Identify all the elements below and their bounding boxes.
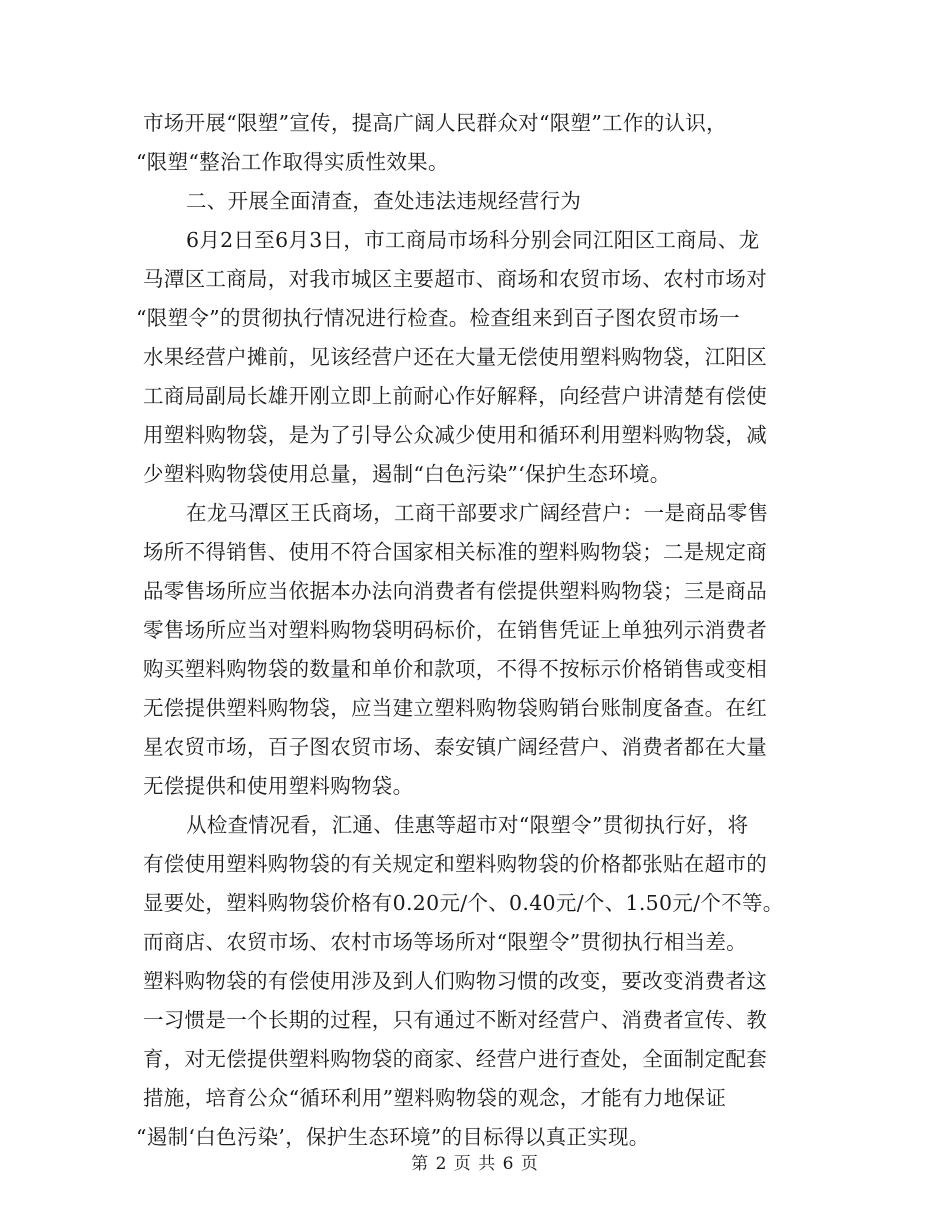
text-line: 用塑料购物袋，是为了引导公众减少使用和循环利用塑料购物袋，减 [143,423,767,447]
text-line: 育，对无偿提供塑料购物袋的商家、经营户进行查处，全面制定配套 [143,1047,767,1071]
text-line: 显要处，塑料购物袋价格有0.20元/个、0.40元/个、1.50元/个不等。 [143,891,784,915]
text-line: 工商局副局长雄开刚立即上前耐心作好解释，向经营户讲清楚有偿使 [143,384,767,408]
text-line: 市场开展“限塑”宣传，提高广阔人民群众对“限塑”工作的认识， [143,111,727,135]
section-heading: 二、开展全面清查，查处违法违规经营行为 [186,189,582,213]
text-line: “限塑令”的贯彻执行情况进行检查。检查组来到百子图农贸市场一 [136,306,740,330]
text-line: 马潭区工商局，对我市城区主要超市、商场和农贸市场、农村市场对 [143,267,767,291]
text-line: 零售场所应当对塑料购物袋明码标价，在销售凭证上单独列示消费者 [143,618,767,642]
text-line: 塑料购物袋的有偿使用涉及到人们购物习惯的改变，要改变消费者这 [143,969,767,993]
text-line: 措施，培育公众“循环利用”塑料购物袋的观念，才能有力地保证 [143,1086,727,1110]
text-line: 从检查情况看，汇通、佳惠等超市对“限塑令”贯彻执行好，将 [186,813,749,837]
text-line: 水果经营户摊前，见该经营户还在大量无偿使用塑料购物袋，江阳区 [143,345,767,369]
text-line: 星农贸市场，百子图农贸市场、泰安镇广阔经营户、消费者都在大量 [143,735,767,759]
text-line: 在龙马潭区王氏商场，工商干部要求广阔经营户：一是商品零售 [186,501,769,525]
text-line: 购买塑料购物袋的数量和单价和款项，不得不按标示价格销售或变相 [143,657,767,681]
text-line: 少塑料购物袋使用总量，遏制“白色污染”‘保护生态环境。 [143,462,671,486]
text-line: 有偿使用塑料购物袋的有关规定和塑料购物袋的价格都张贴在超市的 [143,852,767,876]
text-line: 品零售场所应当依据本办法向消费者有偿提供塑料购物袋；三是商品 [143,579,767,603]
text-line: 场所不得销售、使用不符合国家相关标准的塑料购物袋；二是规定商 [143,540,767,564]
text-line: 一习惯是一个长期的过程，只有通过不断对经营户、消费者宣传、教 [143,1008,767,1032]
page-number-footer: 第 2 页 共 6 页 [411,1154,539,1174]
text-line: 6月2日至6月3日，市工商局市场科分别会同江阳区工商局、龙 [186,228,760,252]
text-line: 而商店、农贸市场、农村市场等场所对“限塑令”贯彻执行相当差。 [143,930,747,954]
text-line: 无偿提供和使用塑料购物袋。 [143,774,414,798]
text-line: 无偿提供塑料购物袋，应当建立塑料购物袋购销台账制度备查。在红 [143,696,767,720]
text-line: “遏制‘白色污染’，保护生态环境”的目标得以真正实现。 [136,1125,650,1149]
text-line: “限塑“整治工作取得实质性效果。 [136,150,449,174]
